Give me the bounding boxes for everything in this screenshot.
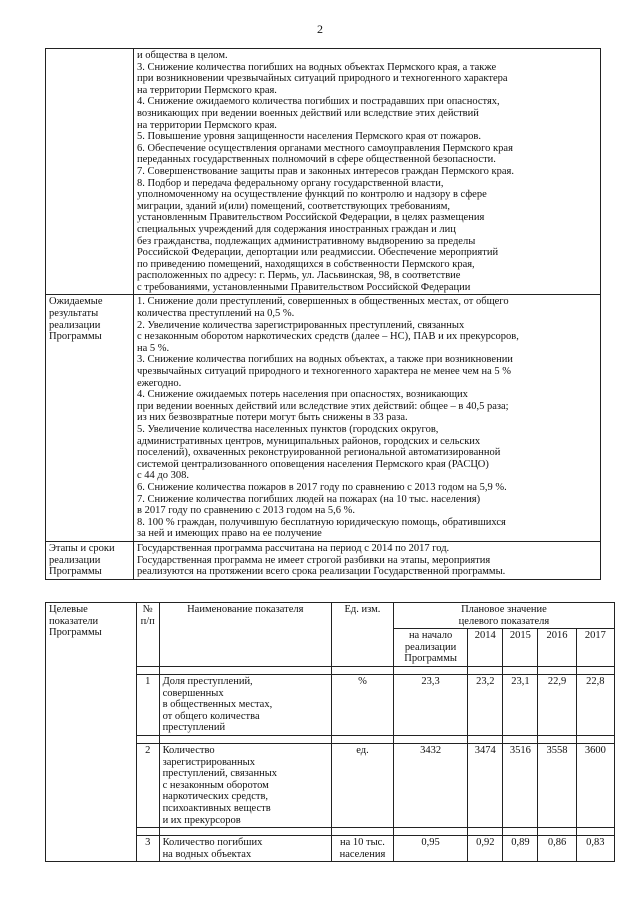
text-line: с 44 до 308. (137, 470, 190, 482)
text-line: 4. Снижение ожидаемых потерь населения при опасностях, возникающих (137, 389, 468, 401)
year-header-2016: 2016 (538, 629, 576, 667)
text-line: на территории Пермского края. (137, 119, 277, 131)
row-number: 2 (136, 743, 159, 827)
header-line: на начало (408, 630, 453, 642)
text-line: на 5 %. (137, 342, 170, 354)
cell-line: Количество погибших (162, 837, 263, 849)
text-line: 3. Снижение количества погибших на водных объектах Пермского края, а также (137, 61, 497, 73)
year-header-2017: 2017 (576, 629, 614, 667)
text-line: Государственная программа не имеет строгой разбивки на этапы, мероприятия (137, 554, 491, 566)
text-line: в 2017 году по сравнению с 2013 годом на 5,6 %. (137, 505, 356, 517)
unit-header: Ед. изм. (331, 603, 393, 667)
cell-line: ед. (356, 744, 369, 756)
text-line: расположенных по адресу: г. Пермь, ул. Ласьвинская, 98, в соответствие (137, 270, 461, 282)
label-line: Программы (49, 627, 102, 639)
value-2015: 0,89 (503, 836, 538, 862)
text-line: 8. Подбор и передача федеральному органу государственной власти, (137, 177, 444, 189)
cell-line: в общественных местах, (162, 699, 273, 711)
cell-line: и их прекурсоров (162, 814, 241, 826)
start-value-header (393, 629, 467, 667)
text-line: 3. Снижение количества погибших на водных объектах, а также при возникновении (137, 354, 513, 366)
header-line: целевого показателя (458, 615, 550, 627)
text-line: 7. Совершенствование защиты прав и законных интересов граждан Пермского края. (137, 165, 514, 177)
planned-value-header (393, 603, 614, 629)
text-line: административных центров, муниципальных районов, городских и сельских (137, 435, 481, 447)
label-line: Программы (49, 331, 102, 343)
text-line: за ней и имеющих право на ее получение (137, 528, 322, 540)
text-line: Государственная программа рассчитана на период с 2014 по 2017 год. (137, 542, 450, 554)
cell-line: совершенных (162, 687, 224, 699)
stages-text (134, 541, 601, 579)
text-line: при ведении военных действий или вследствие этих действий: общее – в 40,5 раза; (137, 400, 509, 412)
value-2017: 22,8 (576, 674, 614, 735)
cell-line: зарегистрированных (162, 756, 255, 768)
cell-line: % (358, 675, 367, 687)
year-header-2014: 2014 (468, 629, 503, 667)
cell-line: преступлений (162, 722, 226, 734)
label-line: Программы (49, 566, 102, 578)
text-line: 1. Снижение доли преступлений, совершенных в общественных местах, от общего (137, 296, 509, 308)
value-2016: 22,9 (538, 674, 576, 735)
start-value: 0,95 (393, 836, 467, 862)
name-header: Наименование показателя (159, 603, 331, 667)
label-line: реализации (49, 554, 101, 566)
text-line: установленным Правительством Российской Федерации, в целях размещения (137, 212, 485, 224)
indicators-header-row-1 (46, 603, 615, 629)
text-line: 2. Увеличение количества зарегистрированных преступлений, связанных (137, 319, 465, 331)
header-line: № (142, 604, 153, 615)
text-line: уполномоченному на осуществление функций по контролю и надзору в сфере (137, 189, 487, 201)
cell-line: на водных объектах (162, 848, 252, 860)
text-line: из них безвозвратные потери могут быть снижены в 33 раза. (137, 412, 408, 424)
page-number: 2 (317, 22, 323, 36)
cell-line: на 10 тыс. (339, 837, 385, 849)
start-value: 3432 (393, 743, 467, 827)
cell-line: психоактивных веществ (162, 802, 271, 814)
text-line: 7. Снижение количества погибших людей на пожарах (на 10 тыс. населения) (137, 493, 481, 505)
value-2016: 0,86 (538, 836, 576, 862)
label-line: Этапы и сроки (49, 542, 115, 554)
value-2014: 3474 (468, 743, 503, 827)
text-line: 4. Снижение ожидаемого количества погибших и пострадавших при опасностях, (137, 96, 500, 108)
text-line: специальных учреждений для содержания иностранных граждан и лиц (137, 223, 456, 235)
value-2014: 0,92 (468, 836, 503, 862)
program-passport-table (45, 48, 601, 580)
text-line: 6. Снижение количества пожаров в 2017 году по сравнению с 2013 годом на 5,9 %. (137, 481, 507, 493)
text-line: по приведению помещений, находящихся в собственности Пермского края, (137, 258, 475, 270)
goals-continuation-row (46, 49, 601, 295)
text-line: миграции, зданий и(или) помещений, соответствующих требованиям, (137, 200, 451, 212)
text-line: на территории Пермского края. (137, 84, 277, 96)
text-line: количества преступлений на 0,5 %. (137, 308, 295, 320)
text-line: с незаконным оборотом наркотических средств (далее – НС), ПАВ и их прекурсоров, (137, 331, 519, 343)
header-line: Программы (404, 653, 457, 665)
text-line: системой централизованного оповещения населения Пермского края (РАСЦО) (137, 458, 489, 470)
expected-results-label (46, 295, 134, 541)
text-line: 5. Повышение уровня защищенности населения Пермского края от пожаров. (137, 131, 481, 143)
text-line: переданных государственных полномочий в сфере общественной безопасности. (137, 154, 496, 166)
target-indicators-table (45, 602, 615, 862)
text-line: с требованиями, установленными Правительством Российской Федерации (137, 281, 471, 293)
text-line: без гражданства, подлежащих административному выдворению за пределы (137, 235, 476, 247)
text-line: ежегодно. (137, 377, 182, 389)
value-2015: 3516 (503, 743, 538, 827)
label-line: Ожидаемые (49, 296, 103, 308)
indicator-unit (331, 743, 393, 827)
cell-line: с незаконным оборотом (162, 779, 269, 791)
value-2015: 23,1 (503, 674, 538, 735)
text-line: 8. 100 % граждан, получившую бесплатную юридическую помощь, обратившихся (137, 516, 506, 528)
year-header-2015: 2015 (503, 629, 538, 667)
text-line: 5. Увеличение количества населенных пунктов (городских округов, (137, 424, 439, 435)
text-line: при возникновении чрезвычайных ситуаций природного и техногенного характера (137, 73, 508, 85)
indicator-unit (331, 836, 393, 862)
stages-row (46, 541, 601, 579)
text-line: поселений), охваченных реконструированной региональной автоматизированной (137, 447, 501, 459)
indicator-name (159, 674, 331, 735)
text-line: чрезвычайных ситуаций природного и техногенного характера не менее чем на 5 % (137, 366, 512, 378)
header-line: реализации (404, 641, 457, 653)
goals-text (134, 49, 601, 295)
start-value: 23,3 (393, 674, 467, 735)
indicator-name (159, 743, 331, 827)
indicator-name (159, 836, 331, 862)
value-2017: 0,83 (576, 836, 614, 862)
cell-line: населения (339, 848, 386, 860)
header-line: п/п (140, 615, 155, 627)
empty-label-cell (46, 49, 134, 295)
label-line: Целевые (49, 604, 88, 615)
row-number: 3 (136, 836, 159, 862)
value-2017: 3600 (576, 743, 614, 827)
cell-line: Количество (162, 744, 215, 756)
text-line: возникающих при ведении военных действий или вследствие этих действий (137, 107, 479, 119)
cell-line: от общего количества (162, 710, 260, 722)
expected-results-text (134, 295, 601, 541)
cell-line: наркотических средств, (162, 791, 269, 803)
text-line: и общества в целом. (137, 50, 228, 61)
text-line: Российской Федерации, депортации или реадмиссии. Обеспечение мероприятий (137, 247, 499, 259)
label-line: результаты (49, 308, 99, 320)
value-2014: 23,2 (468, 674, 503, 735)
label-line: реализации (49, 319, 101, 331)
cell-line: преступлений, связанных (162, 768, 278, 780)
header-line: Плановое значение (461, 604, 547, 615)
cell-line: Доля преступлений, (162, 675, 253, 687)
value-2016: 3558 (538, 743, 576, 827)
expected-results-row (46, 295, 601, 541)
text-line: 6. Обеспечение осуществления органами местного самоуправления Пермского края (137, 142, 513, 154)
label-line: показатели (49, 615, 99, 627)
indicators-label (46, 603, 137, 862)
stages-label (46, 541, 134, 579)
text-line: реализуются на протяжении всего срока реализации Государственной программы. (137, 566, 506, 578)
row-number: 1 (136, 674, 159, 735)
indicator-unit (331, 674, 393, 735)
num-header (136, 603, 159, 667)
